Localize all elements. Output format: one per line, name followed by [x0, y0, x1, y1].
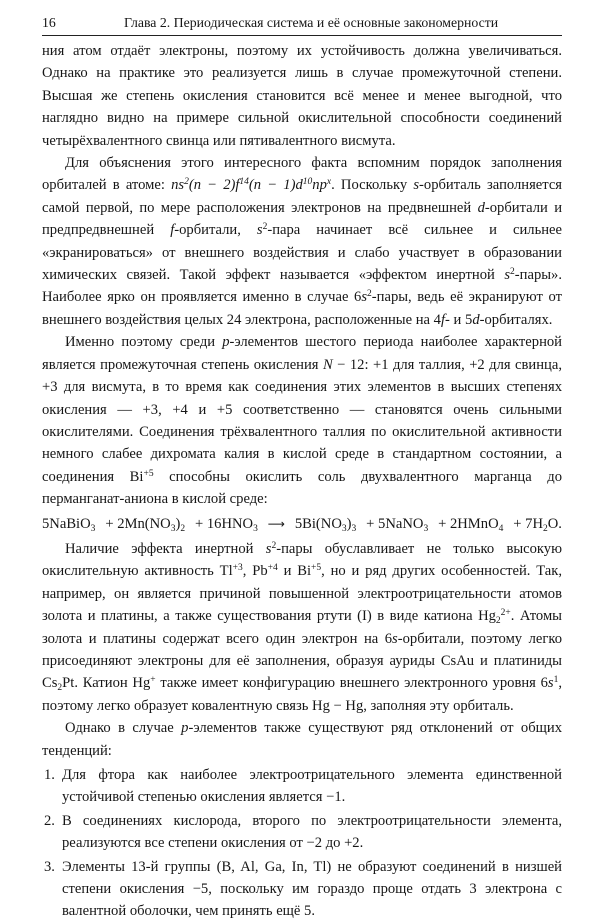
eq-term-1: 5NaBiO$_3$	[42, 515, 96, 534]
eq-term-3: + $16HNO_3$	[194, 515, 258, 534]
page-number: 16	[42, 15, 56, 30]
page-body	[42, 40, 562, 923]
running-header	[42, 13, 562, 36]
paragraph-1: ния атом отдаёт электроны, поэтому их устойчивость должна увеличиваться. Однако на практике это реализуется лишь в случае промежуточной степени. Высшая же степень окисления становится всё менее и менее выгодной, что наглядно видно на примере сильной окислительной способности соединений четырёхвалентного свинца или пятивалентного висмута.	[42, 43, 562, 149]
reaction-equation	[42, 513, 562, 535]
reaction-arrow-icon: ⟶	[267, 516, 285, 531]
chapter-title: Глава 2. Периодическая система и её основные закономерности	[124, 15, 499, 30]
eq-term-7: + $7H_2O$.	[513, 515, 562, 534]
orbital-formula: $ns^2(n - 2)f^{14}(n - 1)d^{10}np^x$	[171, 177, 332, 194]
paragraph-4: Наличие эффекта инертной $s^2$-пары обуславливает не только высокую окислительную активность $Tl^{+3}$, $Pb^{+4}$ и $Bi^{+5}$, но и ряд других особенностей. Так, например, он является причиной повышенной электроотрицательности атомов золота и платины, а также существования ртути (I) в виде катиона $Hg_2^{2+}$. Атомы золота и платины содержат всего один электрон на 6s-орбитали, поэтому легко присоединяют электроны для её заполнения, образуя ауриды CsAu и платиниды $Cs_2Pt$. Катион Hg+ также имеет конфигурацию внешнего электронного уровня $6s^1$, поэтому легко образует ковалентную связь Hg − Hg, заполняя эту орбиталь.	[42, 540, 562, 714]
list-item: 2. В соединениях кислорода, второго по электроотрицательности элемента, реализуются все степени окисления от −2 до +2.	[44, 812, 562, 852]
eq-term-2: + $2Mn(NO_3)_2$	[105, 515, 186, 534]
eq-term-6: + 2HMnO$_4$	[438, 515, 504, 534]
paragraph-2: Для объяснения этого интересного факта вспомним порядок заполнения орбиталей в атоме: $ns^2(n - 2)f^{14}(n - 1)d^{10}np^x$. Поскольку s-орбиталь заполняется самой первой, по мере расположения электронов на предвнешней d-орбитали и предпредвнешней f-орбитали, $s^2$-пара начинает всё сильнее и сильнее «экранироваться» от внешнего воздействия и слабо участвует в образовании химических связей. Такой эффект называется «эффектом инертной $s^2$-пары». Наиболее ярко он проявляется именно в случае $6s^2$-пары, ведь её экранируют от внешнего воздействия целых 24 электрона, расположенные на 4f- и 5d-орбиталях.	[42, 155, 563, 328]
paragraph-3: Именно поэтому среди p-элементов шестого периода наиболее характерной является промежуточная степень окисления N − 12: +1 для таллия, +2 для свинца, +3 для висмута, в то время как соединения этих элементов в высших степенях окисления — +3, +4 и +5 соответственно — становятся очень сильными окислителями. Соединения трёхвалентного таллия по окислительной активности немного слабее дихромата калия в кислой среде в стандартном состоянии, а соединения $Bi^{+5}$ способны окислить соль двухвалентного марганца до перманганат-аниона в кислой среде:	[42, 334, 563, 508]
deviation-list	[42, 764, 562, 923]
paragraph-5: Однако в случае p-элементов также существуют ряд отклонений от общих тенденций:	[42, 720, 562, 759]
list-item: 1. Для фтора как наиболее электроотрицательного элемента единственной устойчивой степенью окисления является −1.	[44, 767, 562, 806]
list-item: 3. Элементы 13-й группы (B, Al, Ga, In, Tl) не образуют соединений в низшей степени окисления −5, поскольку им гораздо проще отдать 3 электрона с валентной оболочки, чем принять ещё 5.	[44, 858, 562, 920]
eq-term-5: + 5NaNO$_3$	[366, 515, 429, 534]
eq-term-4: $5Bi(NO_3)_3$	[294, 515, 357, 534]
